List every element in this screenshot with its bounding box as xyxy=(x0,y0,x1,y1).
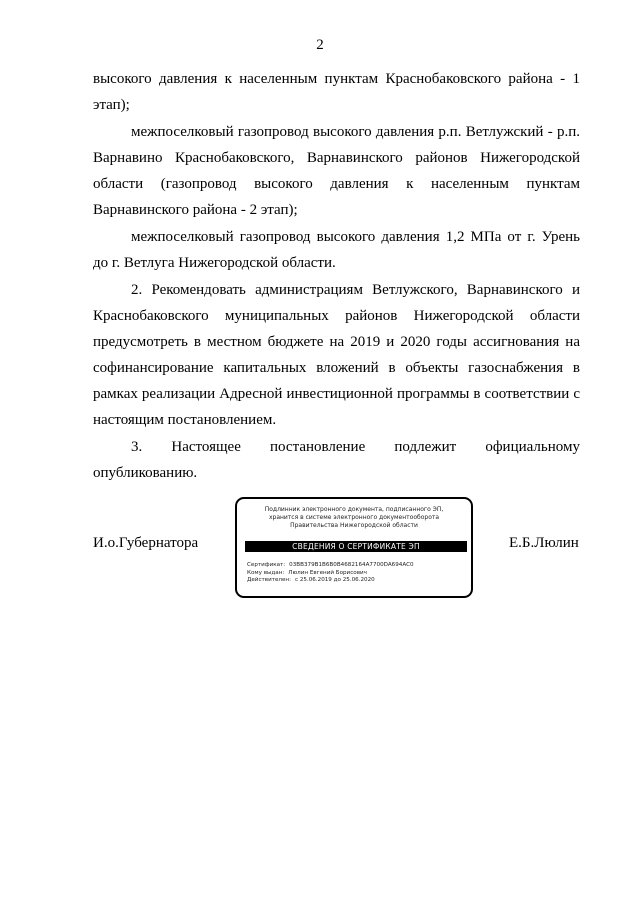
stamp-certificate-title: СВЕДЕНИЯ О СЕРТИФИКАТЕ ЭП xyxy=(245,541,467,552)
signatory-name: Е.Б.Люлин xyxy=(509,535,579,551)
paragraph-3: межпоселковый газопровод высокого давления 1,2 МПа от г. Урень до г. Ветлуга Нижегородской области. xyxy=(93,229,580,271)
stamp-valid-row xyxy=(247,577,414,585)
electronic-signature-stamp xyxy=(235,497,473,598)
stamp-issued-label: Кому выдан: xyxy=(247,569,285,576)
stamp-header-line: хранится в системе электронного документооборота xyxy=(268,514,440,521)
stamp-issued-value: Люлин Евгений Борисович xyxy=(288,569,367,576)
paragraph-4: 2. Рекомендовать администрациям Ветлужского, Варнавинского и Краснобаковского муниципальных районов Нижегородской области предусмотреть в местном бюджете на 2019 и 2020 годы ассигнования на софинансирование капитальных вложений в объекты газоснабжения в рамках реализации Адресной инвестиционной программы в соответствии с настоящим постановлением. xyxy=(93,282,580,428)
stamp-details xyxy=(247,562,414,585)
stamp-valid-label: Действителен: xyxy=(247,577,291,583)
stamp-header xyxy=(237,506,471,530)
stamp-cert-value: 03BB379B1B6B0B4682164A7700DA694AC0 xyxy=(289,562,414,568)
stamp-valid-value: с 25.06.2019 до 25.06.2020 xyxy=(294,577,375,583)
stamp-header-line: Правительства Нижегородской области xyxy=(290,522,418,529)
stamp-issued-row xyxy=(247,570,414,578)
stamp-cert-label: Сертификат: xyxy=(247,562,286,568)
stamp-cert-row xyxy=(247,562,414,570)
paragraph-5: 3. Настоящее постановление подлежит официальному опубликованию. xyxy=(93,439,580,481)
page-number: 2 xyxy=(316,37,324,53)
stamp-header-line: Подлинник электронного документа, подписанного ЭП, xyxy=(264,506,444,513)
signatory-position: И.о.Губернатора xyxy=(93,535,199,551)
document-body xyxy=(93,66,580,486)
paragraph-2: межпоселковый газопровод высокого давления р.п. Ветлужский - р.п. Варнавино Краснобаковского, Варнавинского районов Нижегородской области (газопровод высокого давления к населенным пунктам Варнавинского района - 2 этап); xyxy=(93,124,580,218)
paragraph-1: высокого давления к населенным пунктам Краснобаковского района - 1 этап); xyxy=(93,71,580,113)
